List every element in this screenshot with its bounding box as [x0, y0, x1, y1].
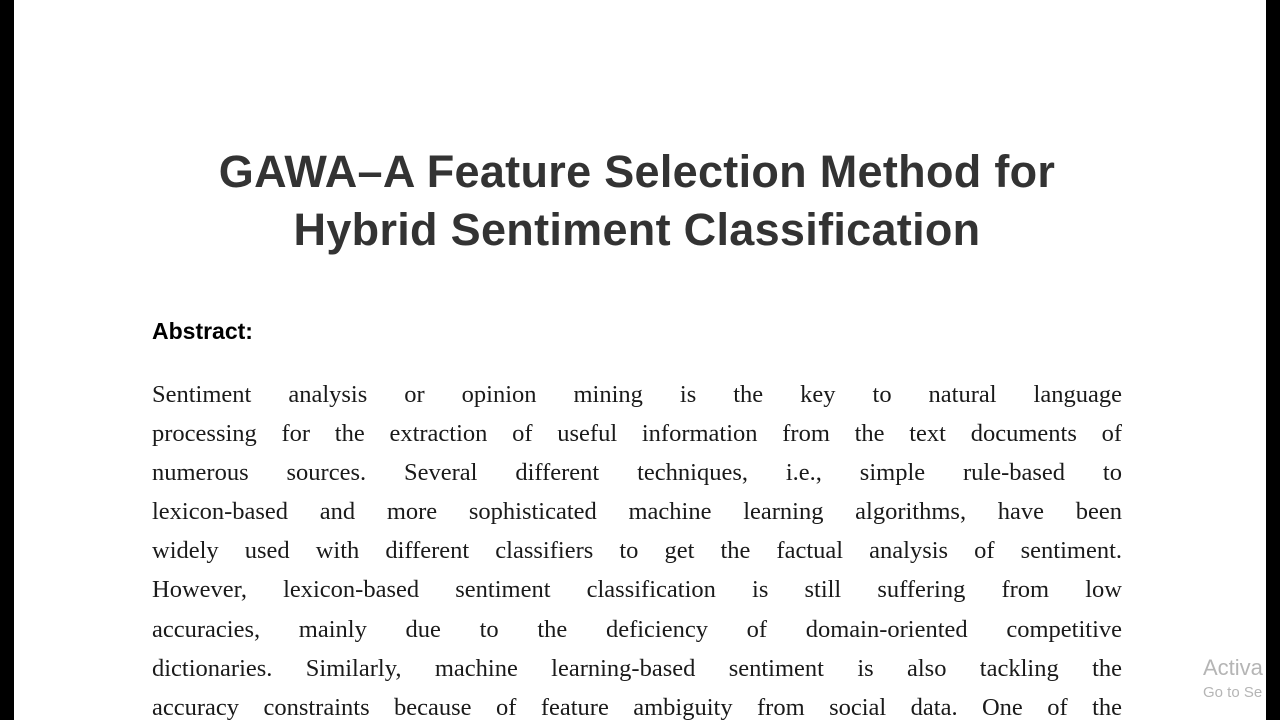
abstract-line: lexicon-based and more sophisticated machine learning algorithms, have been: [152, 498, 1122, 526]
abstract-line: However, lexicon-based sentiment classification is still suffering from low: [152, 576, 1122, 604]
watermark-title: Activa: [1203, 655, 1263, 680]
title-line-2: Hybrid Sentiment Classification: [293, 204, 981, 255]
abstract-line: numerous sources. Several different techniques, i.e., simple rule-based to: [152, 459, 1122, 487]
abstract-line: dictionaries. Similarly, machine learning-based sentiment is also tackling the: [152, 654, 1122, 682]
abstract-body: [152, 375, 1122, 720]
title-line-1: GAWA–A Feature Selection Method for: [218, 146, 1056, 197]
abstract-line: widely used with different classifiers to get the factual analysis of sentiment.: [152, 537, 1122, 565]
document-page: [14, 0, 1266, 720]
abstract-line: processing for the extraction of useful information from the text documents of: [152, 420, 1122, 448]
watermark-subtitle: Go to Se: [1203, 684, 1263, 701]
abstract-line: accuracies, mainly due to the deficiency of domain-oriented competitive: [152, 615, 1122, 643]
document-title: [14, 143, 1260, 259]
activation-watermark: [1203, 654, 1263, 704]
abstract-heading: Abstract:: [152, 318, 253, 344]
abstract-line: Sentiment analysis or opinion mining is the key to natural language: [152, 381, 1122, 408]
abstract-line: accuracy constraints because of feature ambiguity from social data. One of the: [152, 693, 1122, 720]
